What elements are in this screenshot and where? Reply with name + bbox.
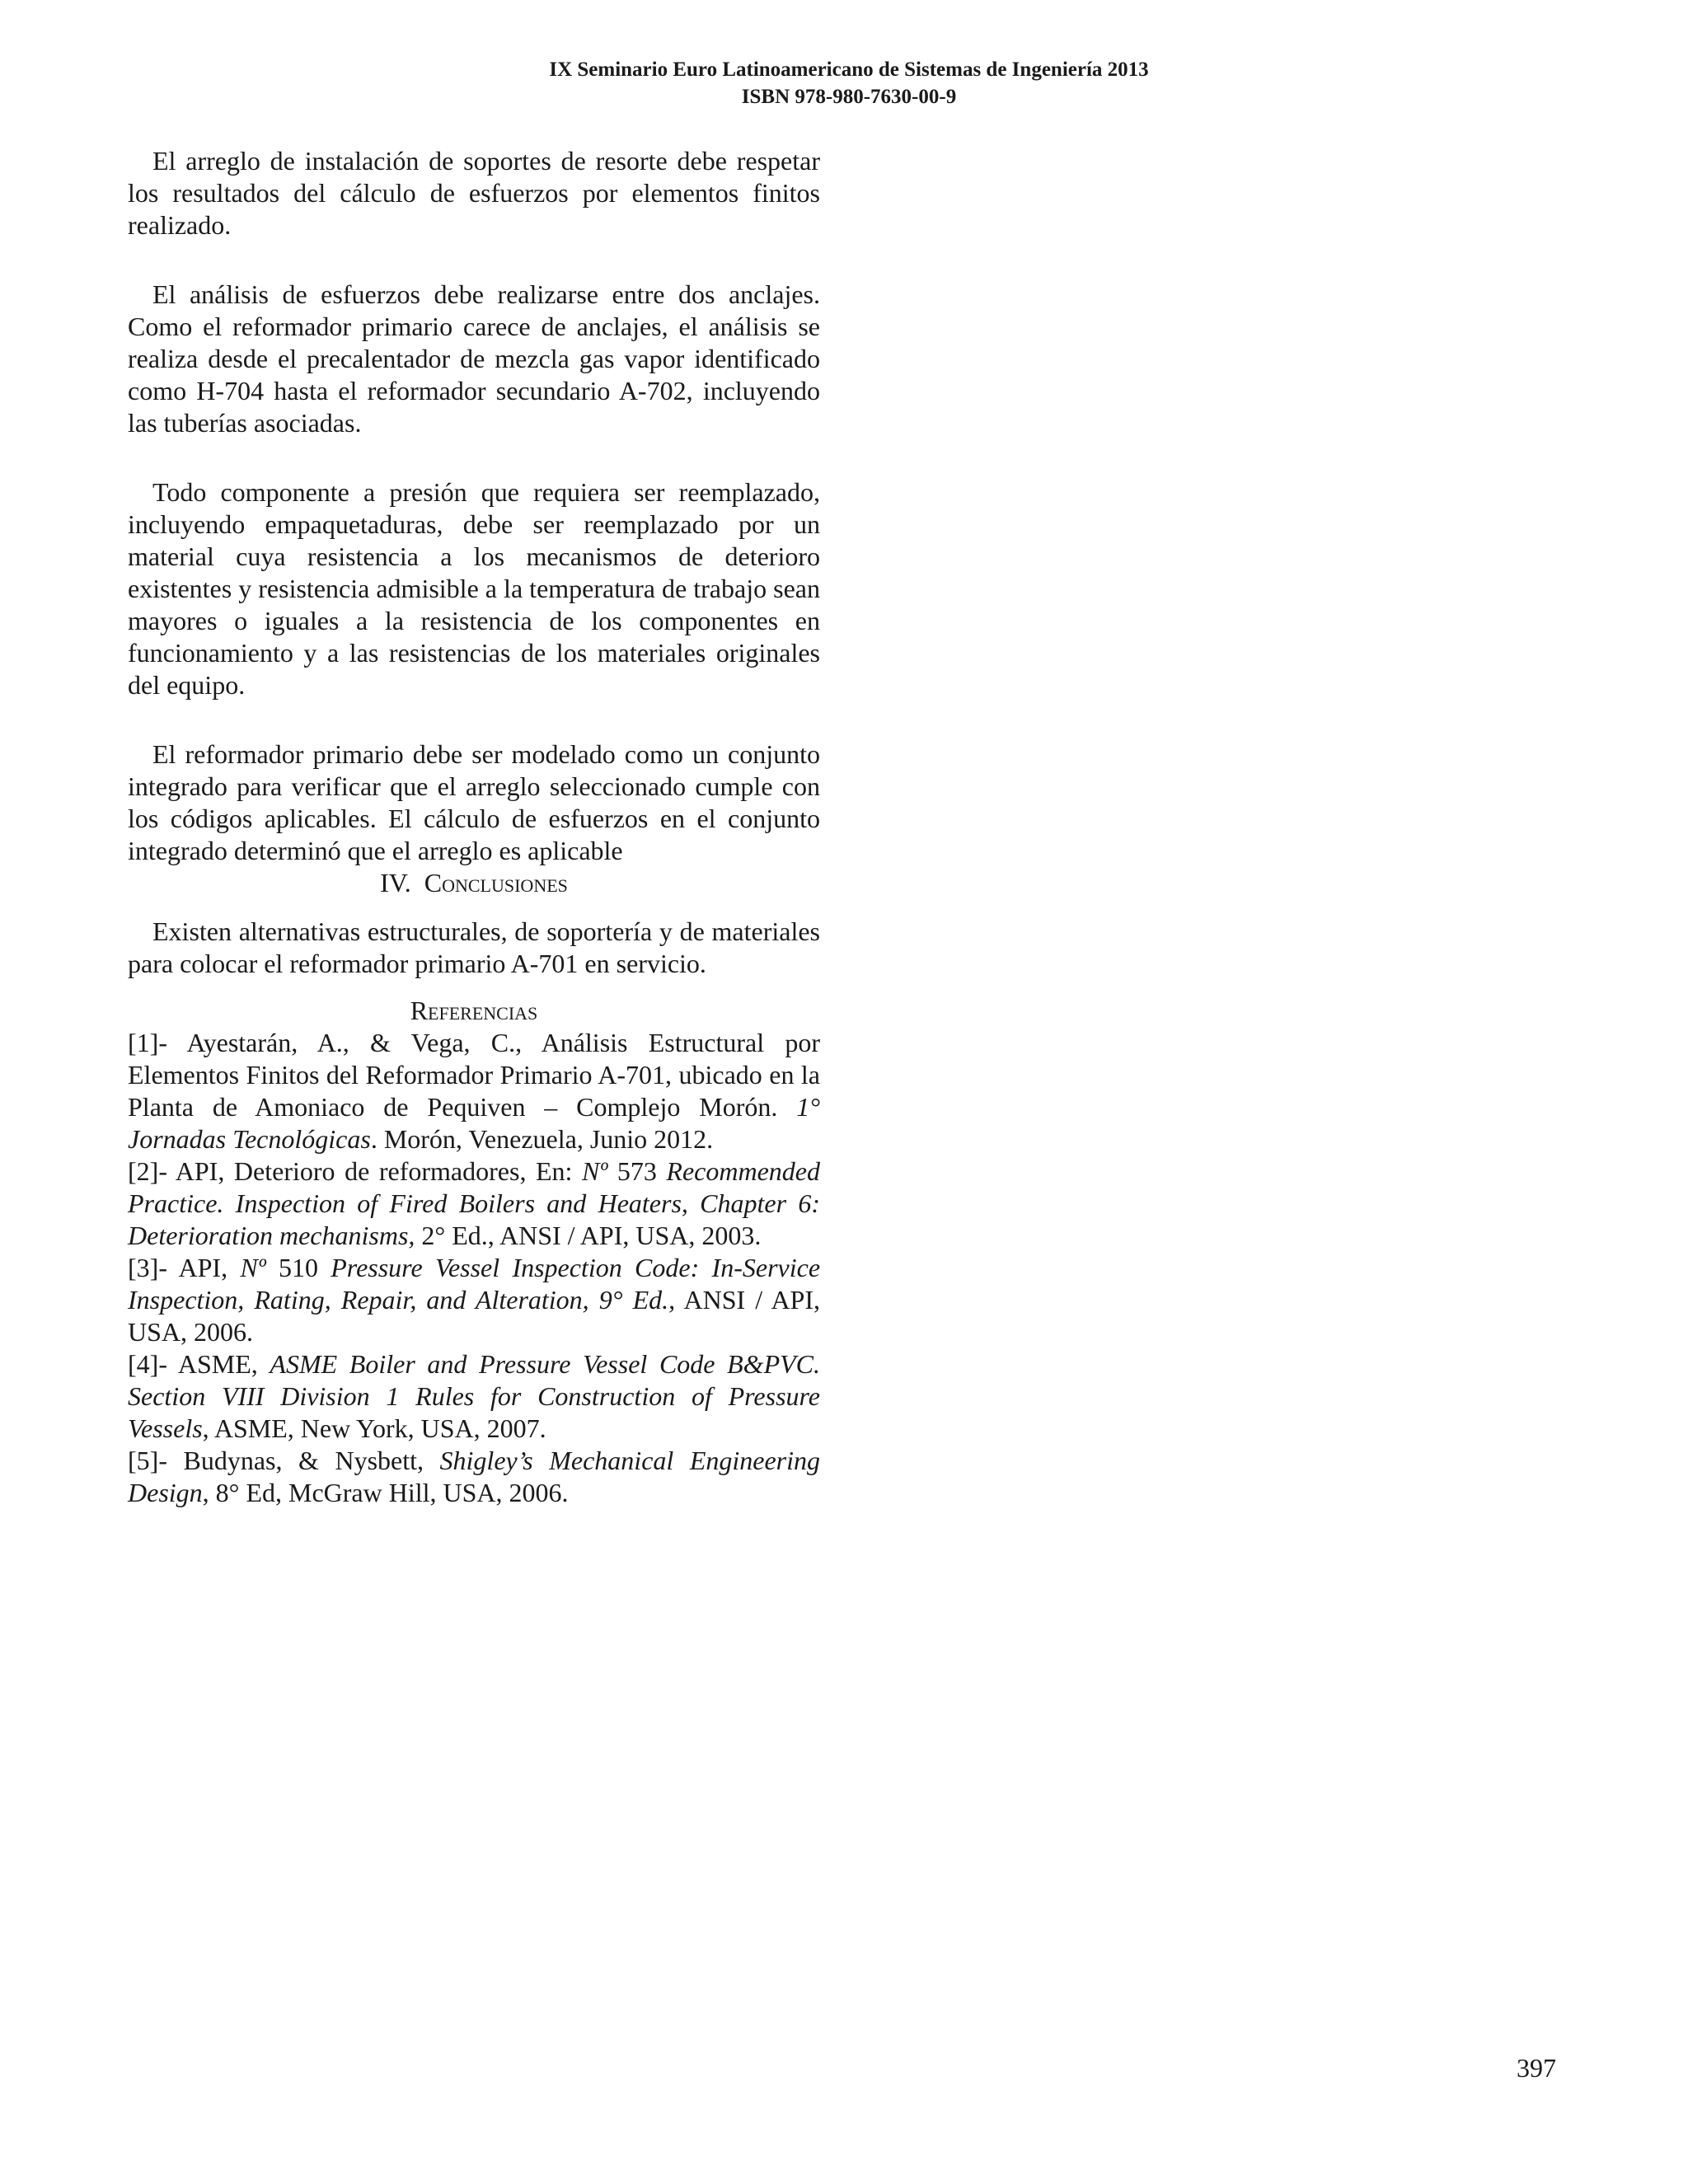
reference-text: ANSI / API, USA, 2006.: [128, 1285, 820, 1347]
reference-title-italic: ASME Boiler and Pressure Vessel Code B&PVC. Section VIII Division 1 Rules for Construction of Pressure Vessels: [128, 1349, 821, 1443]
reference-text: , 8° Ed, McGraw Hill, USA, 2006.: [202, 1478, 569, 1507]
running-header: [478, 56, 1220, 110]
reference-text: API,: [166, 1253, 241, 1282]
reference-text: ASME,: [166, 1349, 270, 1379]
reference-label: [5]-: [128, 1446, 167, 1475]
reference-title-italic: Shigley’s Mechanical Engineering Design: [128, 1446, 820, 1507]
references-heading: Referencias: [410, 996, 538, 1025]
reference-text: . Morón, Venezuela, Junio 2012.: [370, 1124, 714, 1154]
reference-text: , ASME, New York, USA, 2007.: [202, 1413, 546, 1443]
page-number: 397: [1517, 2053, 1556, 2083]
header-conference: IX Seminario Euro Latinoamericano de Sistemas de Ingeniería 2013: [549, 59, 1149, 81]
paragraph-spring-supports: El arreglo de instalación de soportes de resorte debe respetar los resultados del cálculo de esfuerzos por elementos finitos realizado.: [128, 146, 820, 240]
text-column: [128, 145, 820, 1509]
reference-item: [128, 1445, 820, 1509]
reference-label: [2]-: [128, 1156, 167, 1186]
conclusions-number: IV.: [380, 868, 411, 898]
header-isbn: ISBN 978-980-7630-00-9: [741, 86, 957, 108]
reference-item: [128, 1348, 820, 1445]
reference-label: [1]-: [128, 1028, 167, 1057]
reference-title-italic: Nº: [240, 1253, 266, 1282]
reference-label: [4]-: [128, 1349, 167, 1379]
reference-title-italic: 1° Jornadas Tecnológicas: [128, 1092, 820, 1154]
reference-text: API, Deterioro de reformadores, En:: [166, 1156, 583, 1186]
reference-text: 510: [265, 1253, 331, 1282]
reference-text: 2° Ed., ANSI / API, USA, 2003.: [415, 1221, 762, 1250]
reference-text: 573: [607, 1156, 667, 1186]
reference-label: [3]-: [128, 1253, 167, 1282]
reference-text: Budynas, & Nysbett,: [166, 1446, 440, 1475]
conclusions-heading: [128, 867, 820, 899]
reference-text: Ayestarán, A., & Vega, C., Análisis Estructural por Elementos Finitos del Reformador Primario A-701, ubicado en la Planta de Amoniaco de Pequiven – Complejo Morón.: [128, 1028, 820, 1122]
references-list: [128, 1027, 820, 1509]
paragraph-pressure-components: Todo componente a presión que requiera ser reemplazado, incluyendo empaquetaduras, debe ser reemplazado por un material cuya resistencia a los mecanismos de deterioro existentes y resistencia admisible a la temperatura de trabajo sean mayores o iguales a la resistencia de los componentes en funcionamiento y a las resistencias de los materiales originales del equipo.: [128, 477, 820, 700]
reference-item: [128, 1252, 820, 1348]
conclusions-title: Conclusiones: [424, 868, 568, 898]
conclusions-text: Existen alternativas estructurales, de soportería y de materiales para colocar el reformador primario A-701 en servicio.: [128, 916, 820, 978]
reference-item: [128, 1027, 820, 1155]
reference-title-italic: Pressure Vessel Inspection Code: In-Service Inspection, Rating, Repair, and Alteration, 9° Ed.,: [128, 1253, 821, 1315]
reference-title-italic: Recommended Practice. Inspection of Fired Boilers and Heaters, Chapter 6: Deterioration mechanisms,: [128, 1156, 820, 1250]
paragraph-integrated-model: El reformador primario debe ser modelado como un conjunto integrado para verificar que el arreglo seleccionado cumple con los códigos aplicables. El cálculo de esfuerzos en el conjunto integrado determinó que el arreglo es aplicable: [128, 739, 820, 865]
paragraph-stress-analysis: El análisis de esfuerzos debe realizarse entre dos anclajes. Como el reformador primario carece de anclajes, el análisis se realiza desde el precalentador de mezcla gas vapor identificado como H-704 hasta el reformador secundario A-702, incluyendo las tuberías asociadas.: [128, 279, 820, 438]
reference-item: [128, 1155, 820, 1252]
reference-title-italic: Nº: [582, 1156, 608, 1186]
